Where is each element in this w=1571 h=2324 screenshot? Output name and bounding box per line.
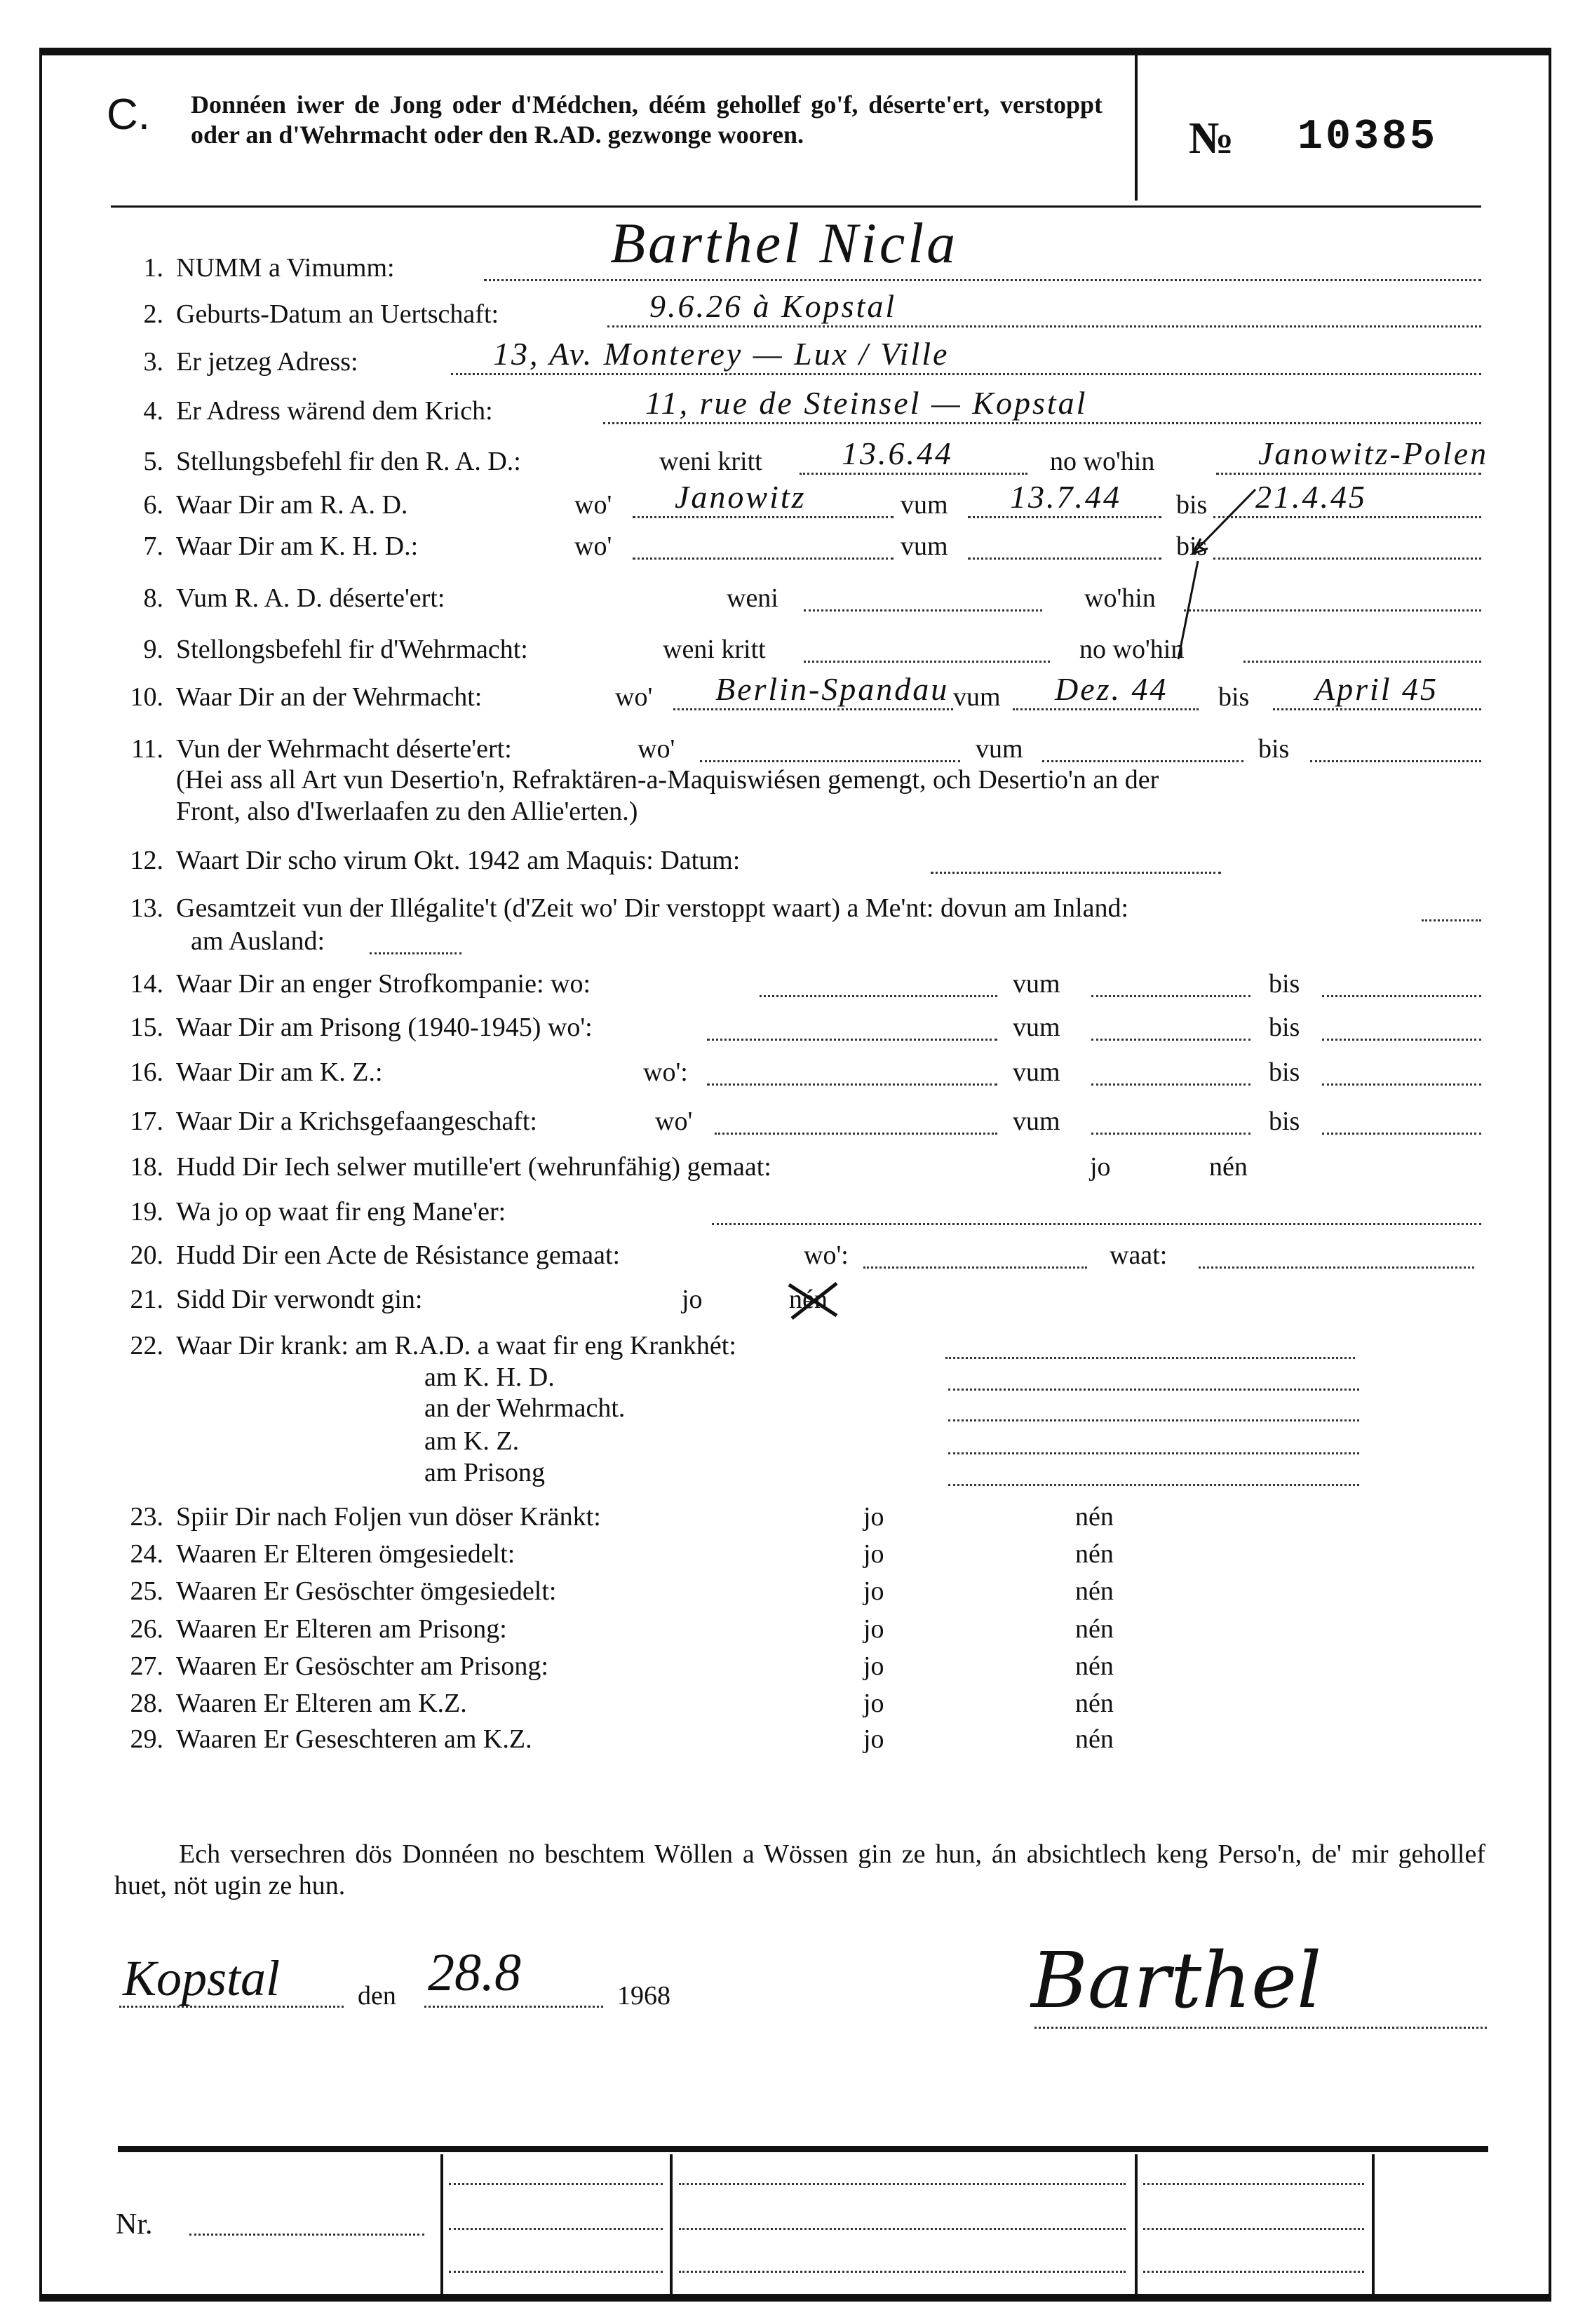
- row-5-handwritten-value: 13.6.44: [842, 435, 953, 471]
- row-13-label: am Ausland:: [191, 926, 325, 956]
- row-14-label: vum: [1013, 969, 1060, 999]
- row-number: 6.: [143, 490, 163, 520]
- row-17-field[interactable]: [1322, 1133, 1481, 1135]
- row-23-label: nén: [1075, 1502, 1114, 1532]
- row-14-field[interactable]: [760, 995, 997, 997]
- row-8-label: wo'hin: [1084, 583, 1156, 613]
- row-17-field[interactable]: [715, 1133, 997, 1135]
- row-1-handwritten-value: Barthel Nicla: [610, 211, 959, 275]
- row-number: 17.: [130, 1107, 163, 1136]
- row-6-handwritten-value: Janowitz: [675, 479, 807, 515]
- row-number: 29.: [130, 1724, 163, 1754]
- row-12-label: Waart Dir scho virum Okt. 1942 am Maquis: Datum:: [176, 846, 741, 875]
- row-number: 13.: [130, 893, 163, 923]
- row-number: 10.: [130, 682, 163, 712]
- row-number: 22.: [130, 1331, 163, 1360]
- row-7-label: wo': [574, 532, 612, 561]
- row-number: 7.: [143, 532, 163, 561]
- header-rule: [111, 205, 1481, 208]
- row-24-label: Waaren Er Elteren ömgesiedelt:: [176, 1539, 515, 1569]
- row-22-label: an der Wehrmacht.: [424, 1393, 626, 1423]
- header-divider: [1135, 53, 1138, 201]
- row-4-handwritten-value: 11, rue de Steinsel — Kopstal: [645, 385, 1088, 421]
- footer-field[interactable]: [1143, 2183, 1364, 2185]
- date-handwritten: 28.8: [428, 1943, 521, 2002]
- row-22-field[interactable]: [948, 1452, 1359, 1454]
- row-1-field[interactable]: [484, 279, 1481, 281]
- row-6-field[interactable]: [968, 516, 1161, 518]
- row-10-handwritten-value: April 45: [1315, 671, 1439, 707]
- row-20-label: Hudd Dir een Acte de Résistance gemaat:: [176, 1241, 621, 1270]
- row-5-handwritten-value: Janowitz-Polen: [1258, 435, 1489, 471]
- row-number: 8.: [143, 583, 163, 613]
- row-9-field[interactable]: [804, 661, 1050, 663]
- row-10-field[interactable]: [1273, 708, 1481, 710]
- row-15-field[interactable]: [707, 1039, 997, 1041]
- footer-field[interactable]: [679, 2183, 1126, 2185]
- footer-field[interactable]: [449, 2228, 663, 2230]
- footer-field[interactable]: [679, 2228, 1126, 2230]
- row-16-label: bis: [1269, 1058, 1300, 1087]
- row-22-field[interactable]: [948, 1419, 1359, 1421]
- row-5-label: Stellungsbefehl fir den R. A. D.:: [176, 447, 521, 476]
- row-11-label: (Hei ass all Art vun Desertio'n, Refraktären-a-Maquiswiésen gemengt, och Desertio'n an der: [176, 765, 1159, 795]
- row-7-field[interactable]: [968, 558, 1161, 560]
- row-22-field[interactable]: [948, 1484, 1359, 1486]
- row-7-label: Waar Dir am K. H. D.:: [176, 532, 419, 561]
- row-17-label: vum: [1013, 1107, 1060, 1136]
- form-heading: Donnéen iwer de Jong oder d'Médchen, déém gehollef go'f, déserte'ert, verstoppt oder an d'Wehrmacht oder den R.AD. gezwonge wooren.: [191, 90, 1103, 149]
- row-6-label: wo': [574, 490, 612, 520]
- row-20-label: wo':: [804, 1241, 849, 1270]
- row-28-label: jo: [863, 1689, 884, 1718]
- footer-column-divider: [1372, 2154, 1375, 2298]
- row-15-field[interactable]: [1091, 1039, 1250, 1041]
- row-11-label: Vun der Wehrmacht déserte'ert:: [176, 734, 512, 764]
- row-25-label: jo: [863, 1576, 884, 1606]
- footer-field[interactable]: [679, 2271, 1126, 2273]
- footer-field[interactable]: [449, 2183, 663, 2185]
- date-field[interactable]: [424, 2006, 603, 2008]
- row-10-label: Waar Dir an der Wehrmacht:: [176, 682, 483, 712]
- footer-column-divider: [670, 2154, 673, 2298]
- den-label: den: [358, 1981, 396, 2011]
- row-7-label: vum: [901, 532, 948, 561]
- row-10-label: vum: [953, 682, 1001, 712]
- signature-field[interactable]: [1034, 2027, 1487, 2029]
- form-number: 10385: [1297, 114, 1438, 161]
- row-22-field[interactable]: [945, 1357, 1355, 1359]
- row-27-label: jo: [863, 1651, 884, 1681]
- row-10-handwritten-value: Berlin-Spandau: [715, 671, 950, 707]
- row-24-label: nén: [1075, 1539, 1114, 1569]
- row-13-field[interactable]: [370, 952, 461, 954]
- row-14-label: Waar Dir an enger Strofkompanie: wo:: [176, 969, 591, 999]
- row-19-label: Wa jo op waat fir eng Mane'er:: [176, 1197, 506, 1227]
- row-number: 16.: [130, 1058, 163, 1087]
- correction-arrow-icon: [1164, 484, 1262, 666]
- row-19-field[interactable]: [712, 1223, 1481, 1225]
- row-4-field[interactable]: [603, 422, 1481, 424]
- nr-field[interactable]: [189, 2234, 424, 2236]
- footer-column-divider: [1135, 2154, 1138, 2298]
- row-6-label: vum: [901, 490, 948, 520]
- footer-field[interactable]: [449, 2271, 663, 2273]
- row-number: 12.: [130, 846, 163, 875]
- row-2-handwritten-value: 9.6.26 à Kopstal: [649, 288, 897, 324]
- row-5-field[interactable]: [800, 473, 1027, 475]
- row-6-handwritten-value: 21.4.45: [1255, 479, 1367, 515]
- row-5-label: weni kritt: [659, 447, 762, 476]
- year-label: 1968: [617, 1981, 670, 2011]
- cross-mark-icon: [785, 1281, 841, 1320]
- footer-field[interactable]: [1143, 2271, 1364, 2273]
- row-27-label: Waaren Er Gesöschter am Prisong:: [176, 1651, 548, 1681]
- row-number: 11.: [130, 734, 163, 764]
- row-number: 4.: [143, 396, 163, 426]
- row-18-label: jo: [1090, 1152, 1111, 1182]
- row-14-field[interactable]: [1091, 995, 1250, 997]
- row-7-field[interactable]: [633, 558, 894, 560]
- row-22-label: am Prisong: [424, 1458, 546, 1487]
- row-11-label: bis: [1258, 734, 1290, 764]
- row-15-field[interactable]: [1322, 1039, 1481, 1041]
- row-number: 23.: [130, 1502, 163, 1532]
- row-29-label: nén: [1075, 1724, 1114, 1754]
- row-21-option-struck: [789, 1284, 828, 1315]
- row-1-label: NUMM a Vimumm:: [176, 253, 395, 283]
- section-letter: C.: [107, 90, 150, 139]
- row-number: 15.: [130, 1013, 163, 1042]
- declaration-text: Ech versechren dös Donnéen no beschtem Wöllen a Wössen gin ze hun, án absichtlech keng Perso'n, de' mir gehollef huet, nöt ugin ze hun.: [114, 1839, 1485, 1900]
- row-6-handwritten-value: 13.7.44: [1010, 479, 1121, 515]
- row-22-field[interactable]: [948, 1389, 1359, 1391]
- row-8-field[interactable]: [804, 609, 1042, 612]
- row-number: 3.: [143, 347, 163, 377]
- row-5-label: no wo'hin: [1050, 447, 1155, 476]
- row-20-label: waat:: [1110, 1241, 1168, 1270]
- option-label: nén: [789, 1285, 828, 1314]
- row-4-label: Er Adress wärend dem Krich:: [176, 396, 493, 426]
- row-number: 2.: [143, 299, 163, 329]
- row-15-label: bis: [1269, 1013, 1300, 1042]
- row-23-label: Spiir Dir nach Foljen vun döser Kränkt:: [176, 1502, 601, 1532]
- row-14-field[interactable]: [1322, 995, 1481, 997]
- row-15-label: vum: [1013, 1013, 1060, 1042]
- row-12-field[interactable]: [931, 872, 1221, 874]
- row-number: 28.: [130, 1689, 163, 1718]
- row-22-label: am K. Z.: [424, 1426, 520, 1456]
- row-18-label: nén: [1209, 1152, 1248, 1182]
- row-8-label: weni: [727, 583, 778, 613]
- row-20-field[interactable]: [1199, 1266, 1474, 1269]
- row-number: 19.: [130, 1197, 163, 1227]
- row-2-label: Geburts-Datum an Uertschaft:: [176, 299, 499, 329]
- row-6-label: Waar Dir am R. A. D.: [176, 490, 408, 520]
- row-10-handwritten-value: Dez. 44: [1055, 671, 1168, 707]
- row-10-label: bis: [1218, 682, 1250, 712]
- row-16-label: vum: [1013, 1058, 1060, 1087]
- row-22-label: Waar Dir krank: am R.A.D. a waat fir eng Krankhét:: [176, 1331, 736, 1360]
- row-number: 24.: [130, 1539, 163, 1569]
- row-22-label: am K. H. D.: [424, 1363, 555, 1392]
- row-29-label: Waaren Er Geseschteren am K.Z.: [176, 1724, 532, 1754]
- row-7-label: bis: [1176, 532, 1208, 561]
- row-11-label: vum: [976, 734, 1023, 764]
- row-16-label: wo':: [643, 1058, 688, 1087]
- row-13-label: Gesamtzeit vun der Illégalite't (d'Zeit wo' Dir verstoppt waart) a Me'nt: dovun am Inland:: [176, 893, 1129, 923]
- row-24-label: jo: [863, 1539, 884, 1569]
- row-21-label: Sidd Dir verwondt gin:: [176, 1285, 423, 1314]
- row-5-field[interactable]: [1216, 473, 1481, 475]
- row-3-handwritten-value: 13, Av. Monterey — Lux / Ville: [493, 336, 950, 372]
- row-9-label: Stellongsbefehl fir d'Wehrmacht:: [176, 635, 528, 664]
- row-28-label: nén: [1075, 1689, 1114, 1718]
- footer-column-divider: [440, 2154, 443, 2298]
- row-number: 27.: [130, 1651, 163, 1681]
- row-9-label: weni kritt: [663, 635, 766, 664]
- footer-rule: [118, 2146, 1488, 2152]
- row-17-field[interactable]: [1091, 1133, 1250, 1135]
- row-14-label: bis: [1269, 969, 1300, 999]
- footer-field[interactable]: [1143, 2228, 1364, 2230]
- row-number: 1.: [143, 253, 163, 283]
- signature: Barthel: [1031, 1935, 1322, 2025]
- row-6-label: bis: [1176, 490, 1208, 520]
- row-number: 14.: [130, 969, 163, 999]
- row-3-label: Er jetzeg Adress:: [176, 347, 358, 377]
- row-17-label: Waar Dir a Krichsgefaangeschaft:: [176, 1107, 537, 1136]
- row-25-label: Waaren Er Gesöschter ömgesiedelt:: [176, 1576, 557, 1606]
- row-18-label: Hudd Dir Iech selwer mutille'ert (wehrunfähig) gemaat:: [176, 1152, 771, 1182]
- row-9-label: no wo'hin: [1079, 635, 1185, 664]
- row-29-label: jo: [863, 1724, 884, 1754]
- row-3-field[interactable]: [451, 373, 1481, 375]
- row-21-label: jo: [682, 1285, 703, 1314]
- row-17-label: wo': [655, 1107, 693, 1136]
- row-27-label: nén: [1075, 1651, 1114, 1681]
- row-13-field[interactable]: [1422, 919, 1481, 921]
- row-number: 20.: [130, 1241, 163, 1270]
- row-number: 26.: [130, 1614, 163, 1644]
- row-number: 18.: [130, 1152, 163, 1182]
- row-number: 21.: [130, 1285, 163, 1314]
- row-6-field[interactable]: [633, 516, 894, 518]
- row-8-label: Vum R. A. D. déserte'ert:: [176, 583, 445, 613]
- row-number: 25.: [130, 1576, 163, 1606]
- row-16-field[interactable]: [707, 1083, 997, 1086]
- row-25-label: nén: [1075, 1576, 1114, 1606]
- row-26-label: nén: [1075, 1614, 1114, 1644]
- row-11-label: wo': [638, 734, 675, 764]
- row-2-field[interactable]: [607, 325, 1481, 327]
- row-23-label: jo: [863, 1502, 884, 1532]
- row-20-field[interactable]: [863, 1266, 1087, 1269]
- row-16-field[interactable]: [1091, 1083, 1250, 1086]
- row-11-field[interactable]: [700, 760, 960, 762]
- row-26-label: Waaren Er Elteren am Prisong:: [176, 1614, 507, 1644]
- row-26-label: jo: [863, 1614, 884, 1644]
- place-handwritten: Kopstal: [123, 1950, 281, 2006]
- row-15-label: Waar Dir am Prisong (1940-1945) wo':: [176, 1013, 593, 1042]
- row-11-label: Front, also d'Iwerlaafen zu den Allie'erten.): [176, 797, 638, 826]
- row-number: 9.: [143, 635, 163, 664]
- row-16-field[interactable]: [1322, 1083, 1481, 1086]
- row-11-field[interactable]: [1310, 760, 1481, 762]
- row-10-field[interactable]: [673, 708, 953, 710]
- row-9-field[interactable]: [1243, 661, 1481, 663]
- number-sign: №: [1189, 113, 1234, 163]
- row-number: 5.: [143, 447, 163, 476]
- row-11-field[interactable]: [1042, 760, 1243, 762]
- row-16-label: Waar Dir am K. Z.:: [176, 1058, 383, 1087]
- row-28-label: Waaren Er Elteren am K.Z.: [176, 1689, 467, 1718]
- nr-label: Nr.: [116, 2208, 153, 2241]
- row-10-field[interactable]: [1013, 708, 1199, 710]
- row-17-label: bis: [1269, 1107, 1300, 1136]
- row-10-label: wo': [615, 682, 653, 712]
